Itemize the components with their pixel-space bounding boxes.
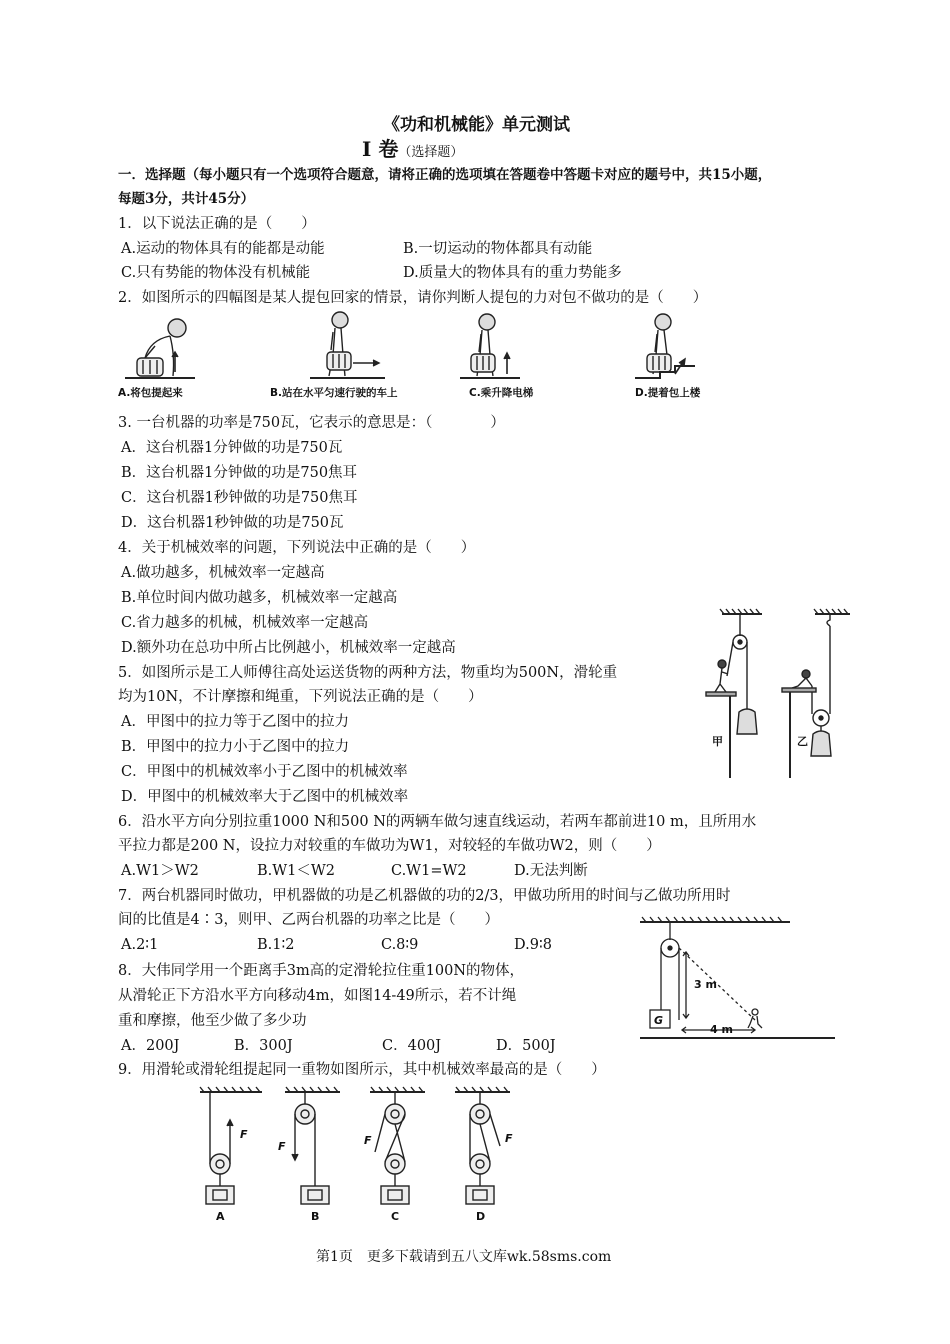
q7-stem-line1: 7．两台机器同时做功，甲机器做的功是乙机器做的功的2/3，甲做功所用的时间与乙做功所用时 xyxy=(118,888,731,904)
q3-option-b: B．这台机器1分钟做的功是750焦耳 xyxy=(121,465,358,481)
q3-option-a: A．这台机器1分钟做的功是750瓦 xyxy=(121,440,343,456)
q7-option-c: C.8∶9 xyxy=(381,937,419,953)
q8-figure xyxy=(640,912,840,1042)
q5-figure xyxy=(700,606,860,786)
section-header-line1: 一．选择题（每小题只有一个选项符合题意，请将正确的选项填在答题卷中答题卡对应的题号中，共15小题， xyxy=(118,167,772,183)
q4-stem: 4．关于机械效率的问题，下列说法中正确的是（ ） xyxy=(118,540,476,556)
q1-option-b: B.一切运动的物体都具有动能 xyxy=(403,241,593,257)
q6-option-d: D.无法判断 xyxy=(514,863,588,879)
q3-option-d: D．这台机器1秒钟做的功是750瓦 xyxy=(121,515,344,531)
q1-stem: 1．以下说法正确的是（ ） xyxy=(118,216,316,232)
q6-stem-line1: 6．沿水平方向分别拉重1000 N和500 N的两辆车做匀速直线运动，若两车都前进10 m，且所用水 xyxy=(118,814,757,830)
q3-option-c: C．这台机器1秒钟做的功是750焦耳 xyxy=(121,490,358,506)
q8-stem-line2: 从滑轮正下方沿水平方向移动4m，如图14-49所示，若不计绳 xyxy=(118,988,517,1004)
q2-figure-b-person xyxy=(310,312,385,378)
section-header-line2: 每题3分，共计45分） xyxy=(118,191,255,207)
q8-figure-width-label: 4 m xyxy=(710,1023,733,1036)
q1-option-d: D.质量大的物体具有的重力势能多 xyxy=(403,265,622,281)
q8-option-a: A．200J xyxy=(121,1038,180,1054)
q2-figure-c-person xyxy=(460,314,520,378)
q8-figure-weight-label: G xyxy=(654,1014,664,1027)
q5-option-c: C．甲图中的机械效率小于乙图中的机械效率 xyxy=(121,764,408,780)
q9-stem: 9．用滑轮或滑轮组提起同一重物如图所示，其中机械效率最高的是（ ） xyxy=(118,1062,606,1078)
q7-option-d: D.9∶8 xyxy=(514,937,552,953)
q2-caption-d: D.提着包上楼 xyxy=(635,387,701,399)
q9-force-label-d: F xyxy=(505,1132,513,1145)
q2-stem: 2．如图所示的四幅图是某人提包回家的情景，请你判断人提包的力对包不做功的是（ ） xyxy=(118,290,708,306)
q5-option-d: D．甲图中的机械效率大于乙图中的机械效率 xyxy=(121,789,409,805)
q4-option-d: D.额外功在总功中所占比例越小，机械效率一定越高 xyxy=(121,640,456,656)
q9-label-c: C xyxy=(391,1210,400,1223)
q4-option-b: B.单位时间内做功越多，机械效率一定越高 xyxy=(121,590,398,606)
q7-option-a: A.2∶1 xyxy=(121,937,159,953)
q5-option-b: B．甲图中的拉力小于乙图中的拉力 xyxy=(121,739,350,755)
q6-option-a: A.W1＞W2 xyxy=(121,863,199,879)
q5-stem-line1: 5．如图所示是工人师傅往高处运送货物的两种方法，物重均为500N，滑轮重 xyxy=(118,665,618,681)
q9-force-label-c: F xyxy=(364,1134,372,1147)
q9-figure xyxy=(180,1082,540,1227)
q7-stem-line2: 间的比值是4∶3，则甲、乙两台机器的功率之比是（ ） xyxy=(118,912,499,928)
q2-caption-a: A.将包提起来 xyxy=(118,387,183,399)
q2-figure-a-person xyxy=(125,319,195,378)
q9-figure-c xyxy=(370,1087,425,1204)
q9-figure-d xyxy=(455,1087,510,1204)
q9-figure-b xyxy=(285,1087,340,1204)
q5-stem-line2: 均为10N，不计摩擦和绳重，下列说法正确的是（ ） xyxy=(118,689,483,705)
page-title: 《功和机械能》单元测试 xyxy=(383,115,570,135)
q9-force-label-b: F xyxy=(278,1140,286,1153)
q2-caption-b: B.站在水平匀速行驶的车上 xyxy=(270,387,398,399)
q5-option-a: A．甲图中的拉力等于乙图中的拉力 xyxy=(121,714,349,730)
q4-option-c: C.省力越多的机械，机械效率一定越高 xyxy=(121,615,369,631)
q1-option-a: A.运动的物体具有的能都是动能 xyxy=(121,241,325,257)
q6-option-c: C.W1=W2 xyxy=(391,863,467,879)
q4-option-a: A.做功越多，机械效率一定越高 xyxy=(121,565,325,581)
volume-heading xyxy=(362,137,464,162)
q8-stem-line1: 8．大伟同学用一个距离手3m高的定滑轮拉住重100N的物体， xyxy=(118,963,525,979)
q8-figure-height-label: 3 m xyxy=(694,978,717,991)
q3-stem: 3. 一台机器的功率是750瓦，它表示的意思是：（ ） xyxy=(118,415,505,431)
volume-name: Ⅰ 卷 xyxy=(362,137,399,161)
q8-option-c: C．400J xyxy=(382,1038,442,1054)
q5-figure-label-yi: 乙 xyxy=(797,735,808,748)
q2-caption-c: C.乘升降电梯 xyxy=(469,387,534,399)
q9-label-a: A xyxy=(216,1210,225,1223)
q5-figure-label-jia: 甲 xyxy=(712,735,723,748)
q1-option-c: C.只有势能的物体没有机械能 xyxy=(121,265,311,281)
q6-stem-line2: 平拉力都是200 N，设拉力对较重的车做功为W1，对较轻的车做功W2，则（ ） xyxy=(118,838,661,854)
q9-force-label-a: F xyxy=(240,1128,248,1141)
q8-option-b: B．300J xyxy=(234,1038,293,1054)
q9-label-b: B xyxy=(311,1210,320,1223)
q8-option-d: D．500J xyxy=(496,1038,556,1054)
page-footer: 第1页 更多下载请到五八文库wk.58sms.com xyxy=(316,1249,612,1265)
q9-label-d: D xyxy=(476,1210,486,1223)
q8-stem-line3: 重和摩擦，他至少做了多少功 xyxy=(118,1013,307,1029)
q9-figure-a xyxy=(200,1087,262,1204)
q7-option-b: B.1∶2 xyxy=(257,937,295,953)
volume-sub: （选择题） xyxy=(398,145,464,160)
q2-figure-d-person xyxy=(635,314,695,378)
q6-option-b: B.W1＜W2 xyxy=(257,863,336,879)
